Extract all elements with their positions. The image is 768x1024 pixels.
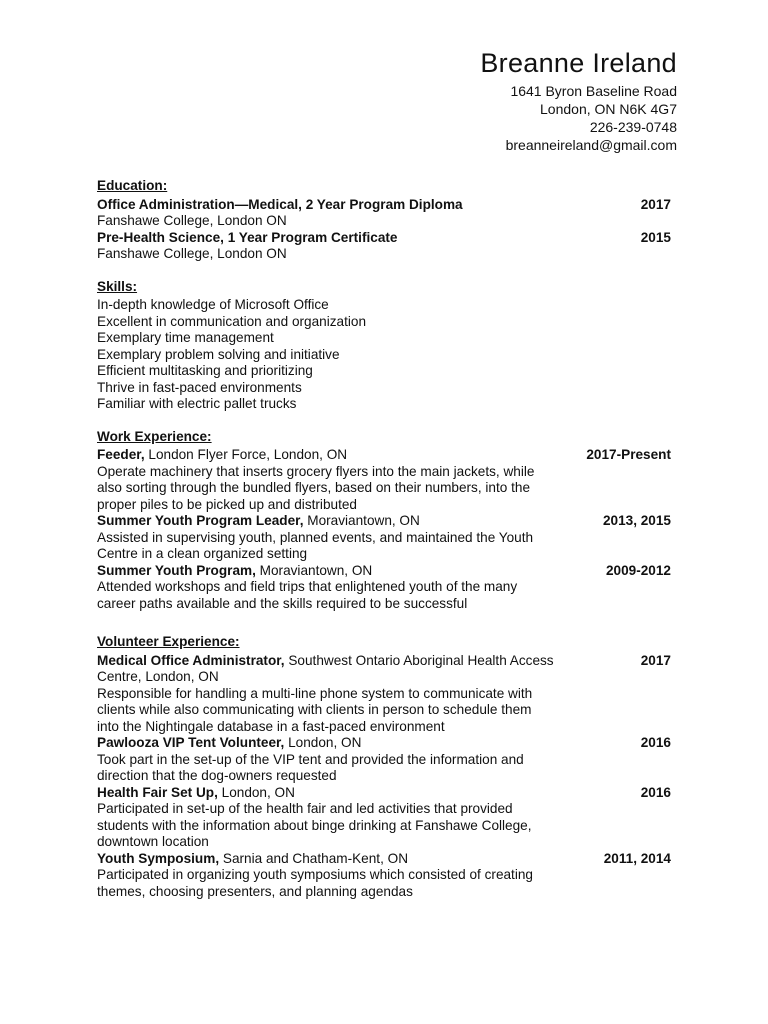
skill-item: Exemplary time management	[97, 330, 274, 345]
skill-item: Familiar with electric pallet trucks	[97, 396, 297, 411]
volunteer-description: Participated in set-up of the health fair and led activities that provided students with the information about binge drinking at Fanshawe College, downtown location	[97, 801, 532, 849]
volunteer-description: Responsible for handling a multi-line phone system to communicate with clients while also communicating with clients in person to schedule them into the Nightingale database in a fast-paced environment	[97, 685, 533, 734]
job-location: Moraviantown, ON	[303, 513, 420, 528]
volunteer-location: London, ON	[217, 784, 295, 800]
volunteer-date: 2011, 2014	[603, 850, 671, 866]
volunteer-title: Health Fair Set Up,	[97, 784, 218, 800]
job-location: Moraviantown, ON	[255, 562, 373, 578]
work-section	[97, 429, 677, 613]
address-line-1: 1641 Byron Baseline Road	[510, 83, 677, 99]
skills-section	[97, 279, 677, 413]
job-title: Summer Youth Program,	[97, 562, 256, 578]
resume-header	[97, 46, 677, 154]
volunteer-date: 2017	[640, 652, 671, 668]
education-title: Pre-Health Science, 1 Year Program Certificate	[97, 229, 398, 245]
volunteer-title: Youth Symposium,	[97, 850, 220, 866]
email-address: breanneireland@gmail.com	[505, 137, 677, 153]
education-item	[97, 230, 677, 247]
education-date: 2017	[640, 196, 671, 212]
volunteer-location: London, ON	[284, 735, 362, 750]
job-description: Operate machinery that inserts grocery flyers into the main jackets, while also sorting through the bundled flyers, based on their numbers, into the proper piles to be picked up and distributed	[97, 463, 535, 512]
skill-item: In-depth knowledge of Microsoft Office	[97, 297, 329, 312]
volunteer-date: 2016	[640, 735, 671, 750]
skill-item: Exemplary problem solving and initiative	[97, 346, 340, 362]
volunteer-location: Sarnia and Chatham-Kent, ON	[219, 850, 409, 866]
volunteer-title: Medical Office Administrator,	[97, 652, 285, 668]
education-school: Fanshawe College, London ON	[97, 213, 287, 228]
skill-item: Efficient multitasking and prioritizing	[97, 363, 313, 378]
phone-number: 226-239-0748	[589, 119, 677, 135]
job-entry	[97, 447, 677, 464]
education-item	[97, 197, 677, 214]
section-heading: Work Experience:	[97, 428, 212, 444]
education-title: Office Administration—Medical, 2 Year Program Diploma	[97, 196, 463, 212]
skill-item: Thrive in fast-paced environments	[97, 379, 302, 395]
resume-page	[97, 46, 677, 900]
job-entry	[97, 513, 677, 530]
volunteer-section	[97, 634, 677, 900]
skill-item: Excellent in communication and organization	[97, 313, 367, 329]
section-heading: Education:	[97, 178, 168, 193]
address-line-2: London, ON N6K 4G7	[540, 101, 677, 117]
education-section	[97, 178, 677, 263]
education-school: Fanshawe College, London ON	[97, 246, 287, 261]
job-date: 2017-Present	[586, 447, 671, 462]
volunteer-description: Participated in organizing youth symposiums which consisted of creating themes, choosing presenters, and planning agendas	[97, 867, 533, 899]
volunteer-entry	[97, 851, 677, 868]
education-date: 2015	[640, 229, 671, 245]
volunteer-location: Southwest Ontario Aboriginal Health Access Centre, London, ON	[97, 652, 554, 684]
volunteer-description: Took part in the set-up of the VIP tent and provided the information and direction that the dog-owners requested	[97, 751, 524, 783]
volunteer-entry	[97, 785, 677, 802]
volunteer-entry	[97, 653, 677, 686]
job-title: Feeder,	[97, 447, 145, 462]
job-description: Attended workshops and field trips that enlightened youth of the many career paths available and the skills required to be successful	[97, 579, 518, 611]
job-location: London Flyer Force, London, ON	[144, 447, 348, 462]
volunteer-entry	[97, 735, 677, 752]
job-description: Assisted in supervising youth, planned events, and maintained the Youth Centre in a clean organized setting	[97, 529, 534, 561]
section-heading: Skills:	[97, 278, 138, 294]
job-date: 2009-2012	[605, 562, 671, 578]
job-title: Summer Youth Program Leader,	[97, 513, 304, 528]
applicant-name: Breanne Ireland	[480, 48, 677, 78]
job-entry	[97, 563, 677, 580]
volunteer-date: 2016	[640, 784, 671, 800]
section-heading: Volunteer Experience:	[97, 634, 240, 649]
volunteer-title: Pawlooza VIP Tent Volunteer,	[97, 735, 285, 750]
job-date: 2013, 2015	[602, 513, 671, 528]
